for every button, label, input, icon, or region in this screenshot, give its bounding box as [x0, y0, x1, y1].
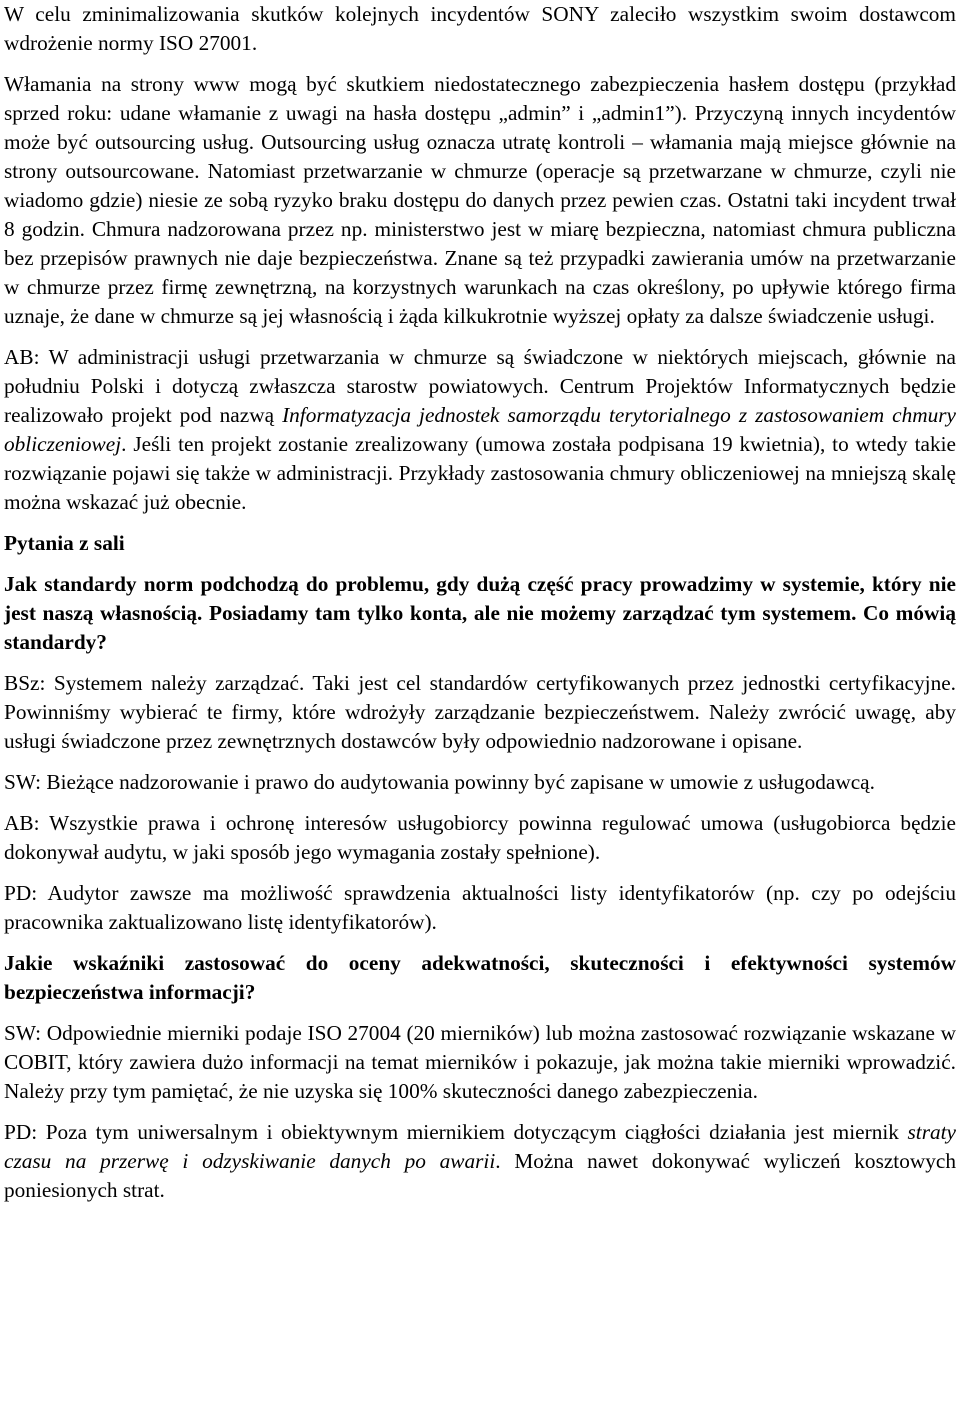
speaker-label: PD	[4, 881, 32, 905]
paragraph-sony-iso: W celu zminimalizowania skutków kolejnych incydentów SONY zaleciło wszystkim swoim dostawcom wdrożenie normy ISO 27001.	[4, 2, 956, 55]
answer-ab	[4, 809, 956, 867]
speaker-label: SW:	[4, 1021, 42, 1045]
question-standards: Jak standardy norm podchodzą do problemu, gdy dużą część pracy prowadzimy w systemie, który nie jest naszą własnością. Posiadamy tam tylko konta, ale nie możemy zarządzać tym systemem. Co mówią standardy?	[4, 572, 956, 654]
answer-text: Poza tym uniwersalnym i obiektywnym miernikiem dotyczącym ciągłości działania jest miernik	[37, 1120, 908, 1144]
answer-text: . Można nawet dokonywać wyliczeń kosztowych poniesionych strat.	[4, 1149, 957, 1202]
answer-text: : Wszystkie prawa i ochronę interesów usługobiorcy powinna regulować umowa (usługobiorca będzie dokonywał audytu, w jaki sposób jego wymagania zostały spełnione).	[4, 811, 956, 864]
answer-text: : Audytor zawsze ma możliwość sprawdzenia aktualności listy identyfikatorów (np. czy po odejściu pracownika zaktualizowano listę identyfikatorów).	[4, 881, 956, 934]
speaker-label: BSz:	[4, 671, 46, 695]
paragraph-text: W administracji usługi przetwarzania w chmurze są świadczone w niektórych miejscach, głównie na południu Polski i dotyczą zwłaszcza starostw powiatowych. Centrum Projektów Informatycznych będzie realizowało projekt pod nazwą	[4, 345, 956, 427]
paragraph-ab-administration	[4, 343, 956, 517]
answer-pd	[4, 879, 956, 937]
speaker-label: PD:	[4, 1120, 38, 1144]
answer-sw-indicators	[4, 1019, 956, 1106]
project-name: Informatyzacja jednostek samorządu terytorialnego z zastosowaniem chmury obliczeniowej	[4, 403, 956, 456]
answer-pd-continuity	[4, 1118, 956, 1205]
emphasized-text: straty czasu na przerwę i odzyskiwanie danych po awarii	[4, 1120, 956, 1173]
speaker-label: SW:	[4, 770, 42, 794]
answer-text: Bieżące nadzorowanie i prawo do audytowania powinny być zapisane w umowie z usługodawcą.	[41, 770, 875, 794]
paragraph-break-ins: Włamania na strony www mogą być skutkiem niedostatecznego zabezpieczenia hasłem dostępu (przykład sprzed roku: udane włamanie z uwagi na hasła dostępu „admin” i „admin1”). Przyczyną innych incydentów może być outsourcing usług. Outsourcing usług oznacza utratę kontroli – włamania mają miejsce głównie na strony outsourcowane. Natomiast przetwarzanie w chmurze (operacje są przetwarzane w chmurze, czyli nie wiadomo gdzie) niesie ze sobą ryzyko braku dostępu do danych przez pewien czas. Ostatni taki incydent trwał 8 godzin. Chmura nadzorowana przez np. ministerstwo jest w miarę bezpieczna, natomiast chmura publiczna bez przepisów prawnych nie daje bezpieczeństwa. Znane są też przypadki zawierania umów na przetwarzanie w chmurze przez firmę zewnętrzną, na korzystnych warunkach na czas określony, po upływie którego firma uznaje, że dane w chmurze są jej własnością i żąda kilkukrotnie wyższej opłaty za dalsze świadczenie usługi.	[4, 72, 956, 328]
section-heading: Pytania z sali	[4, 531, 125, 555]
answer-sw	[4, 768, 956, 797]
paragraph-text: . Jeśli ten projekt zostanie zrealizowany (umowa została podpisana 19 kwietnia), to wtedy takie rozwiązanie pojawi się także w administracji. Przykłady zastosowania chmury obliczeniowej na mniejszą skalę można wskazać już obecnie.	[4, 432, 956, 514]
answer-text: Systemem należy zarządzać. Taki jest cel standardów certyfikowanych przez jednostki certyfikacyjne. Powinniśmy wybierać te firmy, które wdrożyły zarządzanie bezpieczeństwem. Należy zwrócić uwagę, aby usługi świadczone przez zewnętrznych dostawców były odpowiednio nadzorowane i opisane.	[4, 671, 956, 753]
speaker-label: AB:	[4, 345, 40, 369]
speaker-label: AB	[4, 811, 34, 835]
answer-bsz	[4, 669, 956, 756]
answer-text: Odpowiednie mierniki podaje ISO 27004 (20 mierników) lub można zastosować rozwiązanie wskazane w COBIT, który zawiera dużo informacji na temat mierników i pokazuje, jak można takie mierniki wprowadzić. Należy przy tym pamiętać, że nie uzyska się 100% skuteczności danego zabezpieczenia.	[4, 1021, 956, 1103]
question-indicators: Jakie wskaźniki zastosować do oceny adekwatności, skuteczności i efektywności systemów bezpieczeństwa informacji?	[4, 951, 956, 1004]
